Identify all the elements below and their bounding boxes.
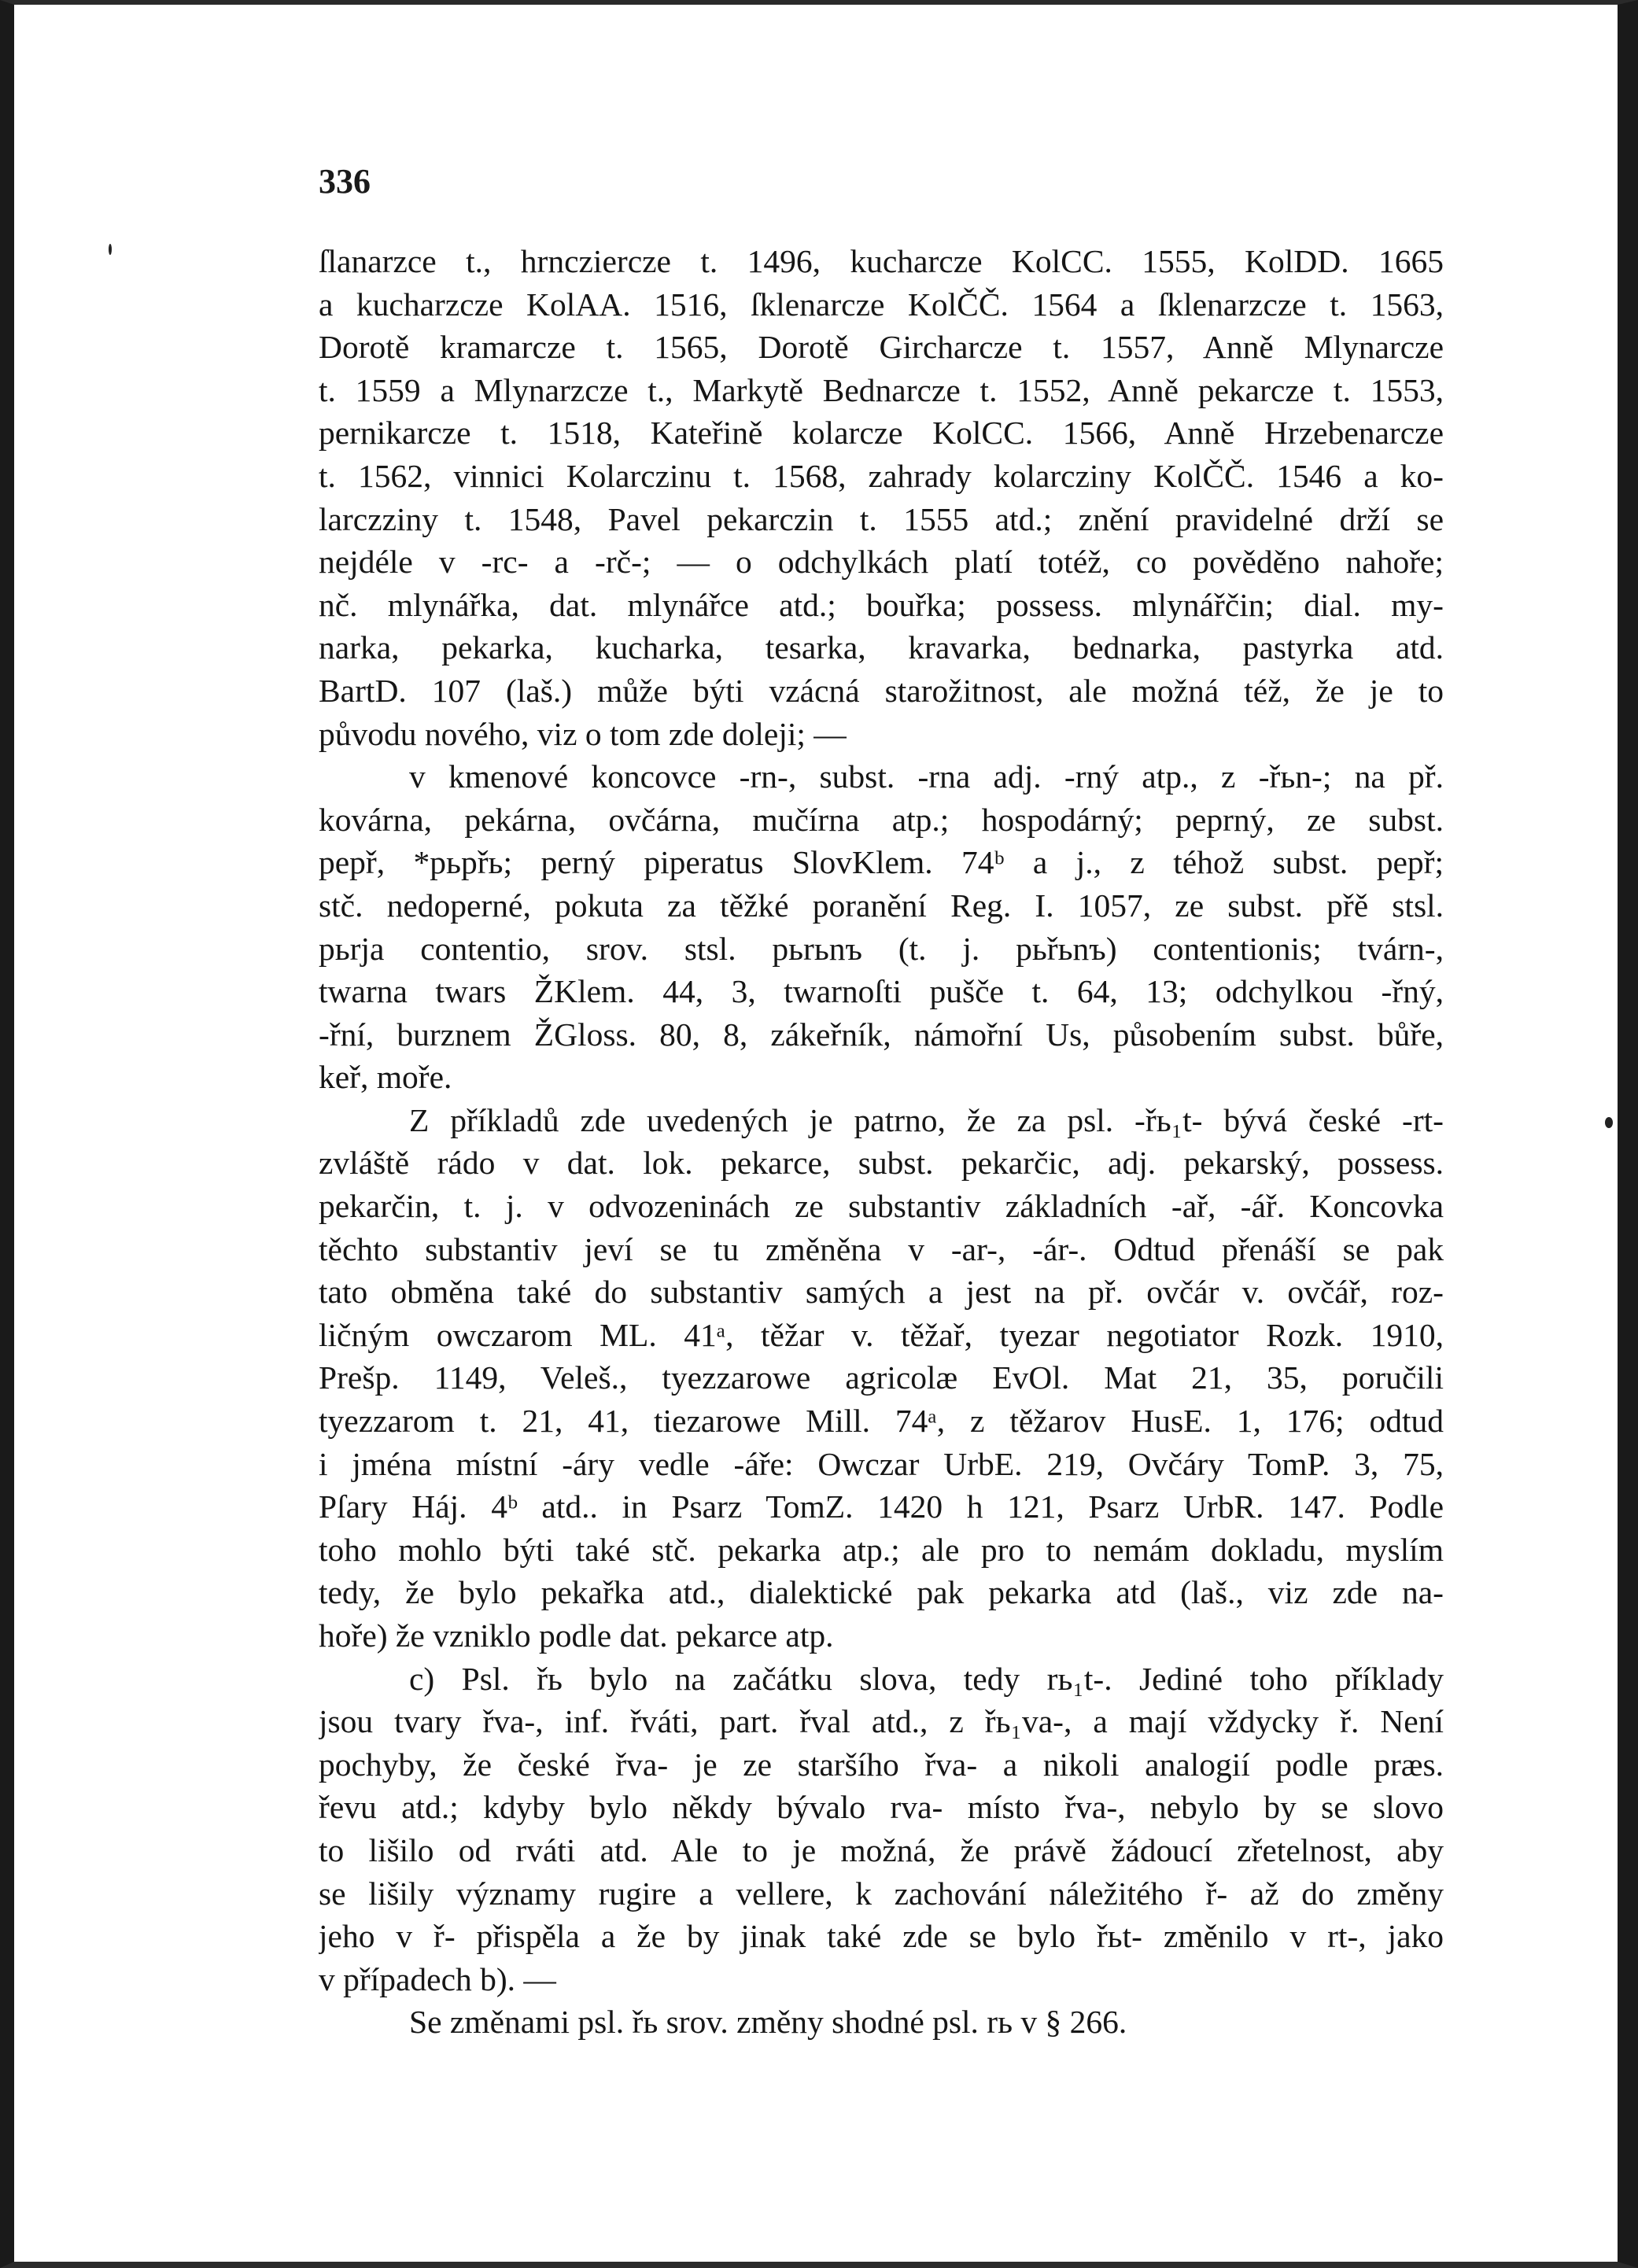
- text-line: twarna twars ŽKlem. 44, 3, twarnoſti pušče t. 64, 13; odchylkou -řný,: [319, 973, 1444, 1010]
- text-line: jsou tvary řva-, inf. řváti, part. řval atd., z řь₁va-, a mají vždycky ř. Není: [319, 1703, 1444, 1740]
- text-line: nejdéle v -rc- a -rč-; — o odchylkách platí totéž, co pověděno nahoře;: [319, 544, 1444, 581]
- scan-speck: [1605, 1117, 1613, 1128]
- text-line: tedy, že bylo pekařka atd., dialektické pak pekarka atd (laš., viz zde na-: [319, 1574, 1444, 1611]
- text-line: kovárna, pekárna, ovčárna, mučírna atp.; hospodárný; peprný, ze subst.: [319, 801, 1444, 838]
- text-line: BartD. 107 (laš.) může býti vzácná starožitnost, ale možná též, že je to: [319, 672, 1444, 709]
- text-line: v případech b). —: [319, 1960, 556, 1997]
- text-line: pochyby, že české řva- je ze staršího řva- a nikoli analogií podle præs.: [319, 1746, 1444, 1783]
- text-line: jeho v ř- přispěla a že by jinak také zde se bylo řьt- změnilo v rt-, jako: [319, 1918, 1444, 1955]
- text-line: c) Psl. řь bylo na začátku slova, tedy rь₁t-. Jediné toho příklady: [409, 1660, 1444, 1697]
- text-line: tato obměna také do substantiv samých a jest na př. ovčár v. ovčář, roz-: [319, 1274, 1444, 1311]
- text-line: zvláště rádo v dat. lok. pekarce, subst. pekarčic, adj. pekarský, possess.: [319, 1145, 1444, 1182]
- text-line: v kmenové koncovce -rn-, subst. -rna adj. -rný atp., z -řьn-; na př.: [409, 758, 1444, 795]
- text-line: Se změnami psl. řь srov. změny shodné psl. rь v § 266.: [409, 2004, 1127, 2041]
- text-line: toho mohlo býti také stč. pekarka atp.; ale pro to nemám dokladu, myslím: [319, 1531, 1444, 1568]
- text-line: larczziny t. 1548, Pavel pekarczin t. 1555 atd.; znění pravidelné drží se: [319, 500, 1444, 537]
- text-line: pepř, *pьpřь; perný piperatus SlovKlem. 74ᵇ a j., z téhož subst. pepř;: [319, 844, 1444, 881]
- text-line: Prešp. 1149, Veleš., tyezzarowe agricolæ EvOl. Mat 21, 35, poručili: [319, 1359, 1444, 1396]
- text-line: Dorotě kramarcze t. 1565, Dorotě Gircharcze t. 1557, Anně Mlynarcze: [319, 329, 1444, 366]
- text-line: těchto substantiv jeví se tu změněna v -ar-, -ár-. Odtud přenáší se pak: [319, 1230, 1444, 1267]
- text-line: i jména místní -áry vedle -áře: Owczar UrbE. 219, Ovčáry TomP. 3, 75,: [319, 1445, 1444, 1482]
- text-line: řevu atd.; kdyby bylo někdy bývalo rva- místo řva-, nebylo by se slovo: [319, 1789, 1444, 1826]
- text-line: pernikarcze t. 1518, Kateřině kolarcze KolCC. 1566, Anně Hrzebenarcze: [319, 415, 1444, 452]
- text-line: původu nového, viz o tom zde doleji; —: [319, 715, 847, 752]
- text-line: -řní, burznem ŽGloss. 80, 8, zákeřník, námořní Us, působením subst. bůře,: [319, 1016, 1444, 1053]
- text-line: Pſary Háj. 4ᵇ atd.. in Psarz TomZ. 1420 h 121, Psarz UrbR. 147. Podle: [319, 1488, 1444, 1525]
- text-line: se lišily významy rugire a vellere, k zachování náležitého ř- až do změny: [319, 1875, 1444, 1912]
- text-line: a kucharzcze KolAA. 1516, ſklenarcze KolČČ. 1564 a ſklenarzcze t. 1563,: [319, 286, 1444, 323]
- text-line: t. 1562, vinnici Kolarczinu t. 1568, zahrady kolarcziny KolČČ. 1546 a ko-: [319, 457, 1444, 494]
- text-line: hoře) že vzniklo podle dat. pekarce atp.: [319, 1617, 834, 1654]
- text-line: pekarčin, t. j. v odvozeninách ze substantiv základních -ař, -ář. Koncovka: [319, 1188, 1444, 1225]
- text-line: pьrja contentio, srov. stsl. pьrьnъ (t. j. pьřьnъ) contentionis; tvárn-,: [319, 930, 1444, 967]
- text-line: to lišilo od rváti atd. Ale to je možná, že právě žádoucí zřetelnost, aby: [319, 1831, 1444, 1868]
- text-line: keř, moře.: [319, 1059, 452, 1096]
- text-line: Z příkladů zde uvedených je patrno, že za psl. -řь₁t- bývá české -rt-: [409, 1101, 1444, 1138]
- text-line: nč. mlynářka, dat. mlynářce atd.; bouřka; possess. mlynářčin; dial. my-: [319, 586, 1444, 623]
- text-line: ſlanarzce t., hrncziercze t. 1496, kucharcze KolCC. 1555, KolDD. 1665: [319, 243, 1444, 279]
- text-line: narka, pekarka, kucharka, tesarka, kravarka, bednarka, pastyrka atd.: [319, 629, 1444, 666]
- scan-speck: [109, 244, 112, 255]
- page-number: 336: [319, 162, 371, 201]
- text-line: stč. nedoperné, pokuta za těžké poranění Reg. I. 1057, ze subst. přě stsl.: [319, 887, 1444, 924]
- text-line: t. 1559 a Mlynarzcze t., Markytě Bednarcze t. 1552, Anně pekarcze t. 1553,: [319, 371, 1444, 408]
- text-line: ličným owczarom ML. 41ᵃ, těžar v. těžař, tyezar negotiator Rozk. 1910,: [319, 1316, 1444, 1353]
- text-line: tyezzarom t. 21, 41, tiezarowe Mill. 74ᵃ, z těžarov HusE. 1, 176; odtud: [319, 1403, 1444, 1440]
- body-text: [319, 240, 1444, 2044]
